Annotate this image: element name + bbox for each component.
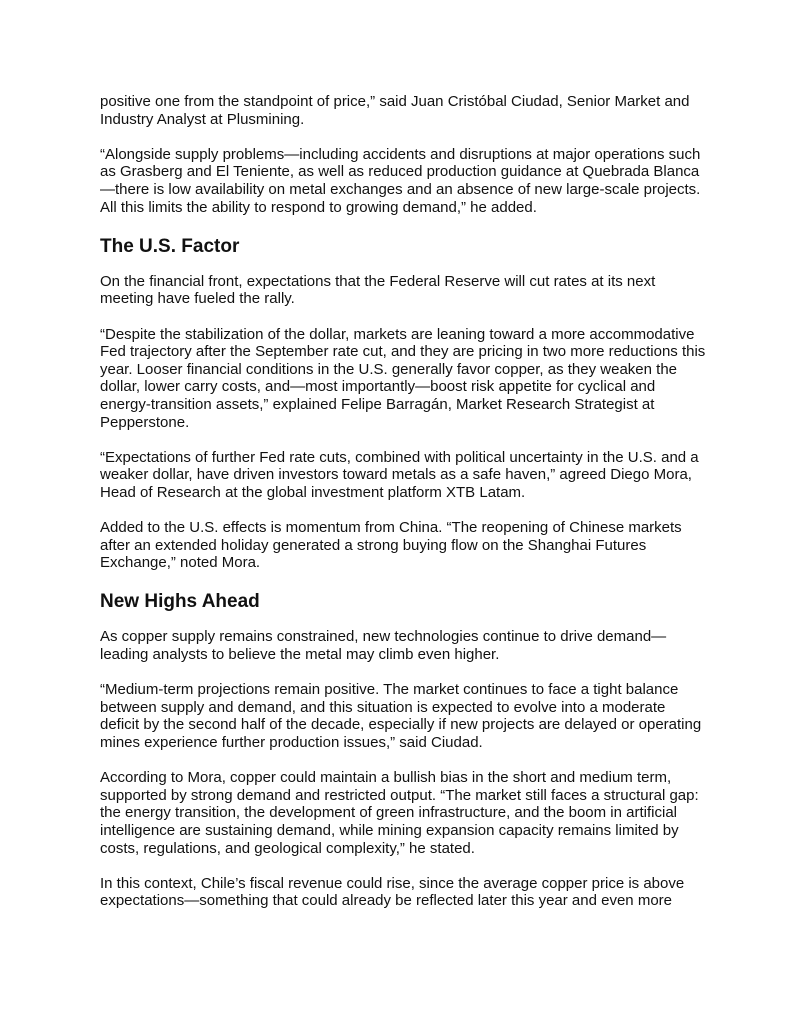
paragraph-constrained-supply: As copper supply remains constrained, new technologies continue to drive demand—leading analysts to believe the metal may climb even higher. [100,628,667,664]
paragraph-mora-quote: “Expectations of further Fed rate cuts, combined with political uncertainty in the U.S. and a weaker dollar, have driven investors toward metals as a safe haven,” agreed Diego Mora, Head of Research at the global investment platform XTB Latam. [100,448,699,501]
paragraph-financial-front: On the financial front, expectations that the Federal Reserve will cut rates at its next meeting have fueled the rally. [100,272,656,308]
paragraph-china-momentum: Added to the U.S. effects is momentum from China. “The reopening of Chinese markets after an extended holiday generated a strong buying flow on the Shanghai Futures Exchange,” noted Mora. [100,519,682,572]
paragraph-ciudad-price-quote: positive one from the standpoint of price,” said Juan Cristóbal Ciudad, Senior Market and Industry Analyst at Plusmining. [100,93,690,128]
paragraph-medium-term-projections: “Medium-term projections remain positive. The market continues to face a tight balance between supply and demand, and this situation is expected to evolve into a moderate deficit by the second half of the decade, especially if new projects are delayed or operating mines experience further production issues,” said Ciudad. [100,681,702,751]
paragraph-supply-problems: “Alongside supply problems—including accidents and disruptions at major operations such as Grasberg and El Teniente, as well as reduced production guidance at Quebrada Blanca—there is low availability on metal exchanges and an absence of new large-scale projects. All this limits the ability to respond to growing demand,” he added. [100,145,701,216]
paragraph-barragan-quote: “Despite the stabilization of the dollar, markets are leaning toward a more accommodative Fed trajectory after the September rate cut, and they are pricing in two more reductions this year. Looser financial conditions in the U.S. generally favor copper, as they weaken the dollar, lower carry costs, and—most importantly—boost risk appetite for cyclical and energy-transition assets,” explained Felipe Barragán, Market Research Strategist at Pepperstone. [100,325,706,431]
paragraph-chile-fiscal-revenue: In this context, Chile’s fiscal revenue could rise, since the average copper price is above expectations—something that could already be reflected later this year and even more [100,874,685,910]
paragraph-mora-bullish-bias: According to Mora, copper could maintain a bullish bias in the short and medium term, supported by strong demand and restricted output. “The market still faces a structural gap: the energy transition, the development of green infrastructure, and the boom in artificial intelligence are sustaining demand, while mining expansion capacity remains limited by costs, regulations, and geological complexity,” he stated. [100,769,699,857]
section-heading-new-highs: New Highs Ahead [100,591,260,613]
section-heading-us-factor: The U.S. Factor [100,235,240,257]
article-body [100,93,708,928]
